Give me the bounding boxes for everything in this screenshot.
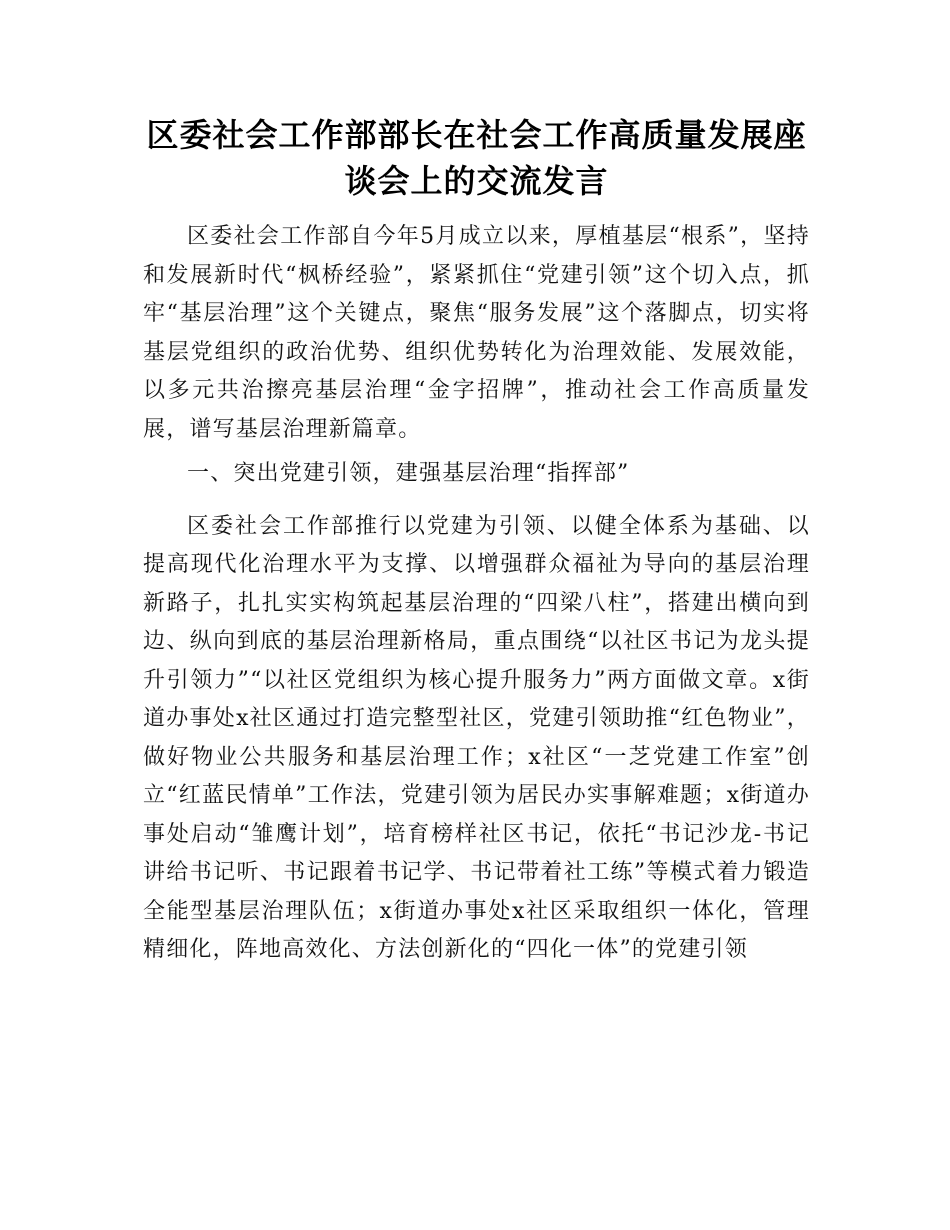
body-paragraph: 区委社会工作部推行以党建为引领、以健全体系为基础、以提高现代化治理水平为支撑、以增强群众福祉为导向的基层治理新路子，扎扎实实构筑起基层治理的“四梁八柱”，搭建出横向到边、纵向到底的基层治理新格局，重点围绕“以社区书记为龙头提升引领力”“以社区党组织为核心提升服务力”两方面做文章。x街道办事处x社区通过打造完整型社区，党建引领助推“红色物业”，做好物业公共服务和基层治理工作；x社区“一芝党建工作室”创立“红蓝民情单”工作法，党建引领为居民办实事解难题；x街道办事处启动“雏鹰计划”，培育榜样社区书记，依托“书记沙龙-书记讲给书记听、书记跟着书记学、书记带着社工练”等模式着力锻造全能型基层治理队伍；x街道办事处x社区采取组织一体化，管理精细化，阵地高效化、方法创新化的“四化一体”的党建引领 bbox=[143, 513, 810, 962]
document-title: 区委社会工作部部长在社会工作高质量发展座谈会上的交流发言 bbox=[146, 116, 807, 200]
section-heading: 一、突出党建引领，建强基层治理“指挥部” bbox=[187, 461, 630, 486]
document-page bbox=[143, 112, 810, 970]
intro-paragraph: 区委社会工作部自今年5月成立以来，厚植基层“根系”，坚持和发展新时代“枫桥经验”，紧紧抓住“党建引领”这个切入点，抓牢“基层治理”这个关键点，聚焦“服务发展”这个落脚点，切实将基层党组织的政治优势、组织优势转化为治理效能、发展效能，以多元共治擦亮基层治理“金字招牌”，推动社会工作高质量发展，谱写基层治理新篇章。 bbox=[143, 224, 810, 442]
